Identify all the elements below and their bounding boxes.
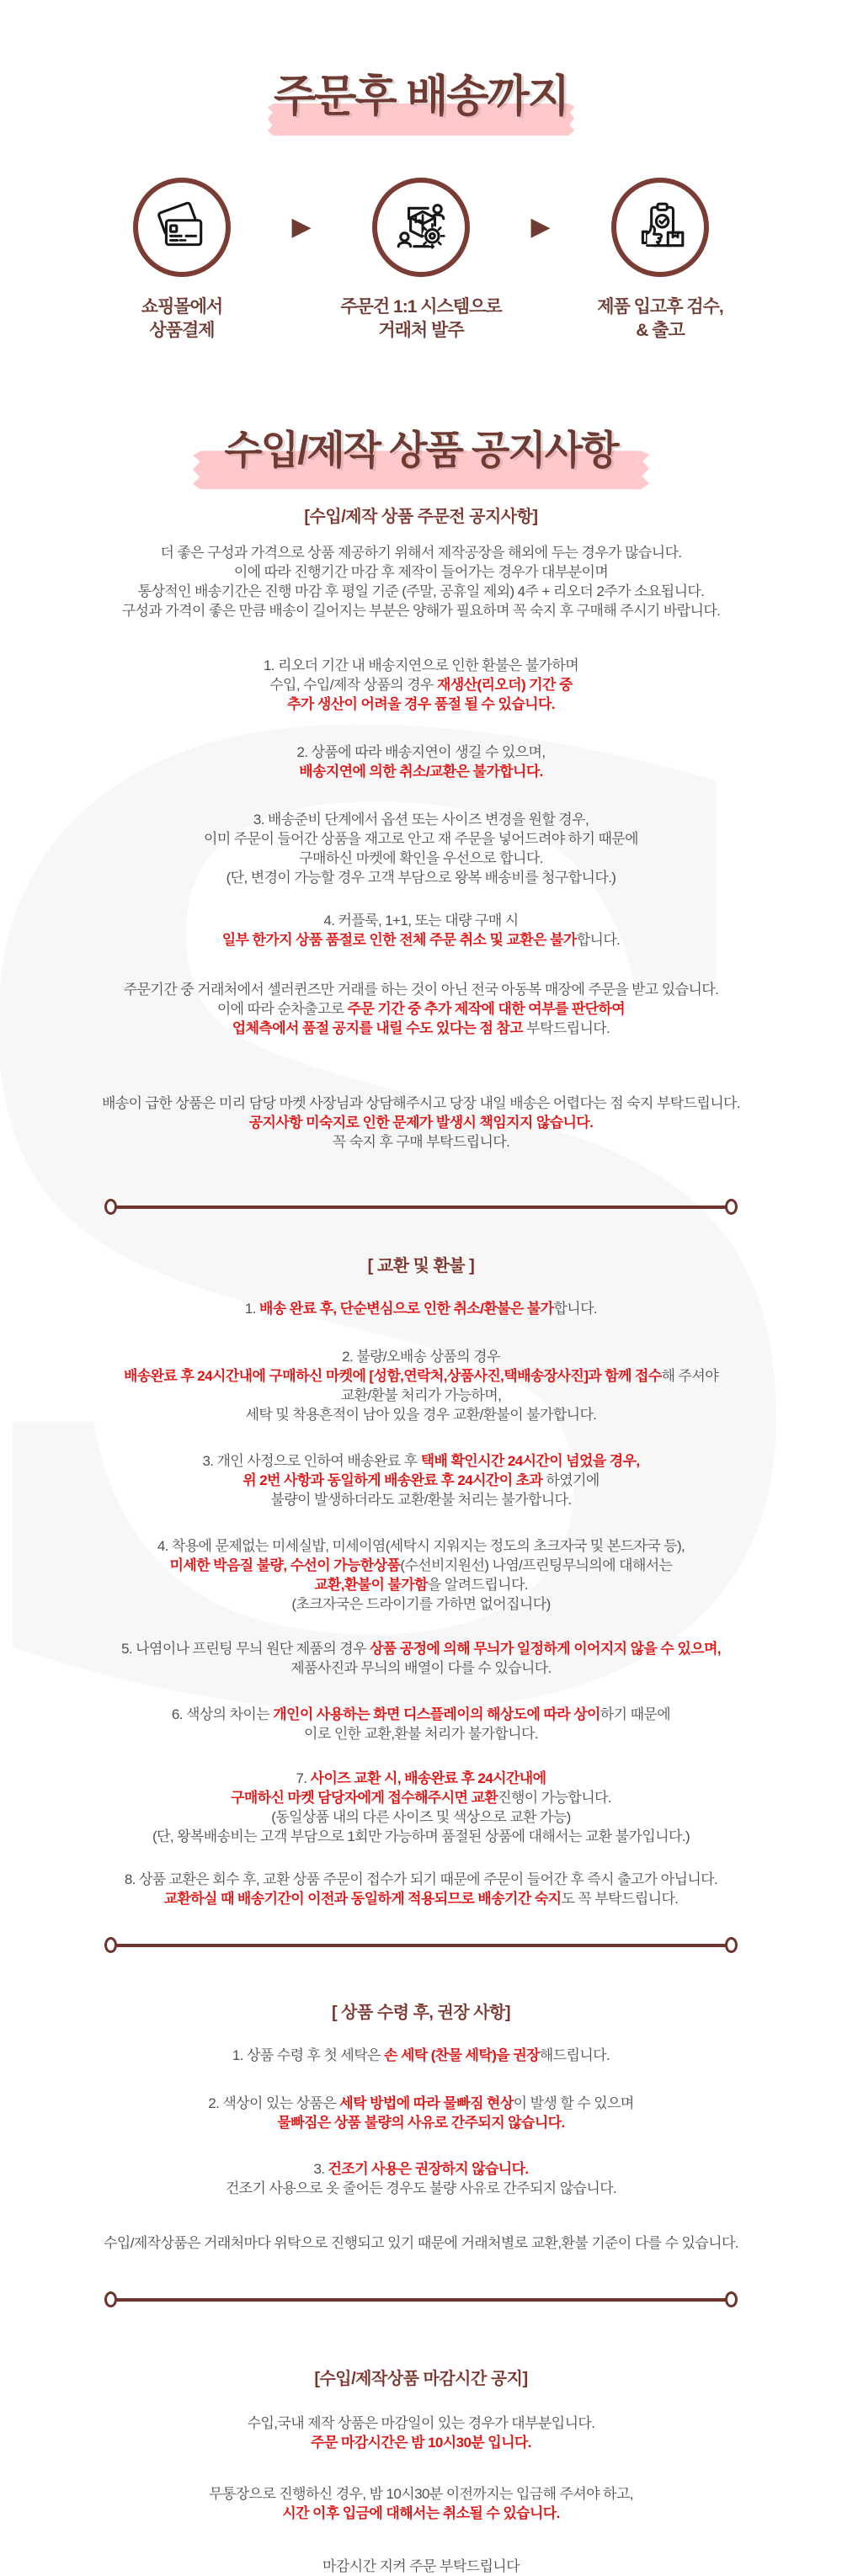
section-heading: [수입/제작상품 마감시간 공지] xyxy=(314,2370,528,2389)
notice-paragraph xyxy=(17,911,825,950)
step-order-system xyxy=(316,178,526,342)
notice-text-run: 합니다. xyxy=(553,1301,598,1317)
notice-text-run: (초크자국은 드라이기를 가하면 없어집니다) xyxy=(291,1596,551,1613)
notice-paragraph xyxy=(17,1347,825,1424)
page-header xyxy=(0,61,842,124)
notice-text-run: 3. 배송준비 단계에서 옵션 또는 사이즈 변경을 원할 경우, xyxy=(253,812,589,828)
step-circle xyxy=(372,178,470,277)
notice-text-run: 위 2번 사항과 동일하게 배송완료 후 24시간이 초과 xyxy=(242,1472,543,1489)
section-heading: [수입/제작 상품 주문전 공지사항] xyxy=(304,508,538,527)
step-label: 제품 입고후 검수, & 출고 xyxy=(597,297,723,340)
credit-card-icon xyxy=(154,200,210,255)
notice-header xyxy=(0,419,842,476)
notice-text-run: 구매하신 마켓에 확인을 우선으로 합니다. xyxy=(299,850,543,867)
notice-text-run: 불량이 발생하더라도 교환/환불 처리는 불가합니다. xyxy=(270,1492,572,1509)
notice-text-run: (수선비지원선) 나염/프린팅무늬의에 대해서는 xyxy=(400,1557,673,1574)
page-title: 주문후 배송까지 xyxy=(273,72,569,121)
notice-sections xyxy=(17,506,825,2576)
notice-paragraph xyxy=(17,543,825,620)
notice-paragraph xyxy=(17,1094,825,1152)
notice-text-run: 구성과 가격이 좋은 만큼 배송이 길어지는 부분은 양해가 필요하며 꼭 숙지 후 구매해 주시기 바랍니다. xyxy=(121,603,721,620)
notice-text-run: 주문 기간 중 추가 제작에 대한 여부를 판단하여 xyxy=(347,1001,626,1018)
notice-text-run: 도 꼭 부탁드립니다. xyxy=(561,1891,679,1908)
notice-paragraph xyxy=(17,2159,825,2198)
notice-text-run: 사이즈 교환 시, 배송완료 후 24시간내에 xyxy=(310,1770,546,1787)
notice-text-run: 해 주셔야 xyxy=(661,1368,719,1385)
divider-line xyxy=(116,1206,726,1209)
notice-text-run: 수입, 수입/제작 상품의 경우 xyxy=(269,677,437,694)
notice-text-run: 배송이 급한 상품은 미리 담당 마켓 사장님과 상담해주시고 당장 내일 배송은 어렵다는 점 숙지 부탁드립니다. xyxy=(101,1095,740,1112)
notice-text-run: 통상적인 배송기간은 진행 마감 후 평일 기준 (주말, 공휴일 제외) 4주 + 리오더 2주가 소요됩니다. xyxy=(137,583,705,600)
notice-paragraph xyxy=(17,2557,825,2576)
notice-title: 수입/제작 상품 공지사항 xyxy=(224,428,618,473)
notice-text-run: 교환/환불 처리가 가능하며, xyxy=(340,1387,502,1404)
notice-paragraph xyxy=(17,1870,825,1908)
notice-text-run: 하기 때문에 xyxy=(600,1706,671,1723)
notice-text-run: 꼭 숙지 후 구매 부탁드립니다. xyxy=(332,1134,510,1151)
notice-text-run: 미세한 박음질 불량, 수선이 가능한상품 xyxy=(169,1557,401,1574)
notice-text-run: 6. 색상의 차이는 xyxy=(171,1706,274,1723)
notice-text-run: 1. 상품 수령 후 첫 세탁은 xyxy=(232,2047,385,2064)
section-divider xyxy=(104,2291,738,2307)
notice-text-run: 배송완료 후 24시간내에 구매하신 마켓에 [성함,연락처,상품사진,택배송장사진]과 함께 접수 xyxy=(123,1368,662,1385)
notice-text-run: 이 발생 할 수 있으며 xyxy=(513,2095,634,2112)
notice-text-run: (동일상품 내의 다른 사이즈 및 색상으로 교환 가능) xyxy=(271,1809,571,1826)
step-circle xyxy=(133,178,231,277)
order-system-icon xyxy=(393,200,449,255)
notice-paragraph xyxy=(17,1769,825,1846)
notice-text-run: 택배 확인시간 24시간이 넘었을 경우, xyxy=(420,1453,640,1470)
step-label: 주문건 1:1 시스템으로 거래처 발주 xyxy=(340,297,502,340)
notice-text-run: 세탁 방법에 따라 물빠짐 현상 xyxy=(339,2095,514,2112)
notice-text-run: 제품사진과 무늬의 배열이 다를 수 있습니다. xyxy=(290,1660,552,1677)
notice-text-run: 일부 한가지 상품 품절로 인한 전체 주문 취소 및 교환은 불가 xyxy=(221,932,577,949)
notice-text-run: 진행이 가능합니다. xyxy=(498,1790,611,1807)
step-label: 쇼핑몰에서 상품결제 xyxy=(141,297,223,340)
section-divider xyxy=(104,1937,738,1953)
notice-text-run: 1. xyxy=(244,1301,260,1317)
divider-ring xyxy=(104,1937,117,1953)
section-divider xyxy=(104,1199,738,1215)
notice-paragraph xyxy=(17,1451,825,1509)
step-inspection xyxy=(555,178,765,342)
notice-text-run: 이에 따라 진행기간 마감 후 제작이 들어가는 경우가 대부분이며 xyxy=(233,564,609,581)
notice-paragraph xyxy=(17,2233,825,2253)
notice-text-run: (단, 변경이 가능할 경우 고객 부담으로 왕복 배송비를 청구합니다.) xyxy=(226,870,616,886)
notice-paragraph xyxy=(17,1299,825,1318)
notice-text-run: 이미 주문이 들어간 상품을 재고로 안고 재 주문을 넣어드려야 하기 때문에 xyxy=(204,831,638,848)
notice-paragraph xyxy=(17,2094,825,2132)
divider-ring xyxy=(104,2291,117,2307)
section-heading: [ 상품 수령 후, 권장 사항] xyxy=(331,2004,511,2023)
notice-paragraph xyxy=(17,1705,825,1743)
notice-text-run: 7. xyxy=(296,1770,311,1787)
notice-text-run: 물빠짐은 상품 불량의 사유로 간주되지 않습니다. xyxy=(277,2115,565,2132)
notice-text-run: 건조기 사용은 권장하지 않습니다. xyxy=(328,2161,529,2178)
notice-text-run: 4. 커플룩, 1+1, 또는 대량 구매 시 xyxy=(323,913,519,929)
notice-text-run: 무통장으로 진행하신 경우, 밤 10시30분 이전까지는 입금해 주셔야 하고, xyxy=(209,2486,633,2503)
notice-paragraph xyxy=(17,2484,825,2523)
notice-paragraph xyxy=(17,2414,825,2452)
notice-text-run: 하였기에 xyxy=(542,1472,600,1489)
notice-text-run: 이에 따라 순차출고로 xyxy=(216,1001,348,1018)
notice-text-run: 재생산(리오더) 기간 중 xyxy=(437,677,573,694)
inspection-clipboard-icon xyxy=(632,200,688,255)
arrow-right-icon: ▶ xyxy=(530,213,551,241)
divider-ring xyxy=(725,2291,738,2307)
notice-text-run: 교환하실 때 배송기간이 이전과 동일하게 적용되므로 배송기간 숙지 xyxy=(163,1891,562,1908)
notice-paragraph xyxy=(17,1639,825,1678)
section-heading: [ 교환 및 환불 ] xyxy=(367,1257,475,1276)
notice-text-run: (단, 왕복배송비는 고객 부담으로 1회만 가능하며 품절된 상품에 대해서는 교환 불가입니다.) xyxy=(152,1828,690,1845)
notice-text-run: 시간 이후 입금에 대해서는 취소될 수 있습니다. xyxy=(282,2505,560,2522)
notice-paragraph xyxy=(17,980,825,1038)
notice-text-run: 이로 인한 교환,환불 처리가 불가합니다. xyxy=(304,1726,538,1743)
notice-text-run: 부탁드립니다. xyxy=(523,1020,610,1037)
notice-text-run: 마감시간 지켜 주문 부탁드립니다 xyxy=(322,2558,520,2575)
notice-text-run: 상품 공정에 의해 무늬가 일정하게 이어지지 않을 수 있으며, xyxy=(370,1641,721,1658)
divider-line xyxy=(116,2298,726,2302)
notice-text-run: 공지사항 미숙지로 인한 문제가 발생시 책임지지 않습니다. xyxy=(248,1115,594,1131)
notice-paragraph xyxy=(17,656,825,714)
notice-text-run: 세탁 및 착용흔적이 남아 있을 경우 교환/환불이 불가합니다. xyxy=(245,1407,597,1424)
notice-text-run: 2. 색상이 있는 상품은 xyxy=(208,2095,340,2112)
notice-text-run: 4. 착용에 문제없는 미세실밥, 미세이염(세탁시 지워지는 정도의 초크자국 및 본드자국 등), xyxy=(157,1538,685,1555)
notice-text-run: 추가 생산이 어려울 경우 품절 될 수 있습니다. xyxy=(287,696,555,713)
notice-text-run: 업체측에서 품절 공지를 내릴 수도 있다는 점 참고 xyxy=(232,1020,524,1037)
notice-paragraph xyxy=(17,1536,825,1614)
notice-text-run: 손 세탁 (찬물 세탁)을 권장 xyxy=(384,2047,540,2064)
step-circle xyxy=(611,178,709,277)
notice-paragraph xyxy=(17,742,825,781)
notice-text-run: 구매하신 마켓 담당자에게 접수해주시면 교환 xyxy=(231,1790,498,1807)
notice-paragraph xyxy=(17,2046,825,2065)
notice-text-run: 배송 완료 후, 단순변심으로 인한 취소/환불은 불가 xyxy=(259,1301,554,1317)
divider-ring xyxy=(725,1199,738,1215)
step-payment xyxy=(77,178,287,342)
notice-text-run: 8. 상품 교환은 회수 후, 교환 상품 주문이 접수가 되기 때문에 주문이 들어간 후 즉시 출고가 아닙니다. xyxy=(124,1871,718,1888)
divider-line xyxy=(116,1944,726,1947)
notice-text-run: 3. 개인 사정으로 인하여 배송완료 후 xyxy=(202,1453,421,1470)
notice-text-run: 주문 마감시간은 밤 10시30분 입니다. xyxy=(311,2435,531,2451)
notice-text-run: 1. 리오더 기간 내 배송지연으로 인한 환불은 불가하며 xyxy=(263,657,579,674)
notice-text-run: 2. 불량/오배송 상품의 경우 xyxy=(342,1349,500,1365)
notice-text-run: 수입,국내 제작 상품은 마감일이 있는 경우가 대부분입니다. xyxy=(247,2415,595,2432)
notice-text-run: 5. 나염이나 프린팅 무늬 원단 제품의 경우 xyxy=(121,1641,370,1658)
notice-text-run: 건조기 사용으로 옷 줄어든 경우도 불량 사유로 간주되지 않습니다. xyxy=(225,2180,617,2197)
notice-text-run: 교환,환불이 불가함 xyxy=(314,1577,428,1594)
notice-text-run: 2. 상품에 따라 배송지연이 생길 수 있으며, xyxy=(296,744,546,761)
notice-text-run: 수입/제작상품은 거래처마다 위탁으로 진행되고 있기 때문에 거래처별로 교환,환불 기준이 다를 수 있습니다. xyxy=(104,2235,738,2252)
notice-text-run: 배송지연에 의한 취소/교환은 불가합니다. xyxy=(299,764,543,780)
notice-text-run: 합니다. xyxy=(576,932,621,949)
notice-text-run: 주문기간 중 거래처에서 셀러퀸즈만 거래를 하는 것이 아닌 전국 아동복 매장에 주문을 받고 있습니다. xyxy=(123,982,719,998)
notice-text-run: 3. xyxy=(313,2161,328,2178)
notice-text-run: 을 알려드립니다. xyxy=(427,1577,528,1594)
notice-text-run: 해드립니다. xyxy=(539,2047,610,2064)
arrow-right-icon: ▶ xyxy=(291,213,312,241)
divider-ring xyxy=(104,1199,117,1215)
notice-text-run: 개인이 사용하는 화면 디스플레이의 해상도에 따라 상이 xyxy=(273,1706,600,1723)
divider-ring xyxy=(725,1937,738,1953)
notice-paragraph xyxy=(17,810,825,887)
notice-text-run: 더 좋은 구성과 가격으로 상품 제공하기 위해서 제작공장을 해외에 두는 경우가 많습니다. xyxy=(160,545,682,562)
order-process-steps xyxy=(0,178,842,342)
